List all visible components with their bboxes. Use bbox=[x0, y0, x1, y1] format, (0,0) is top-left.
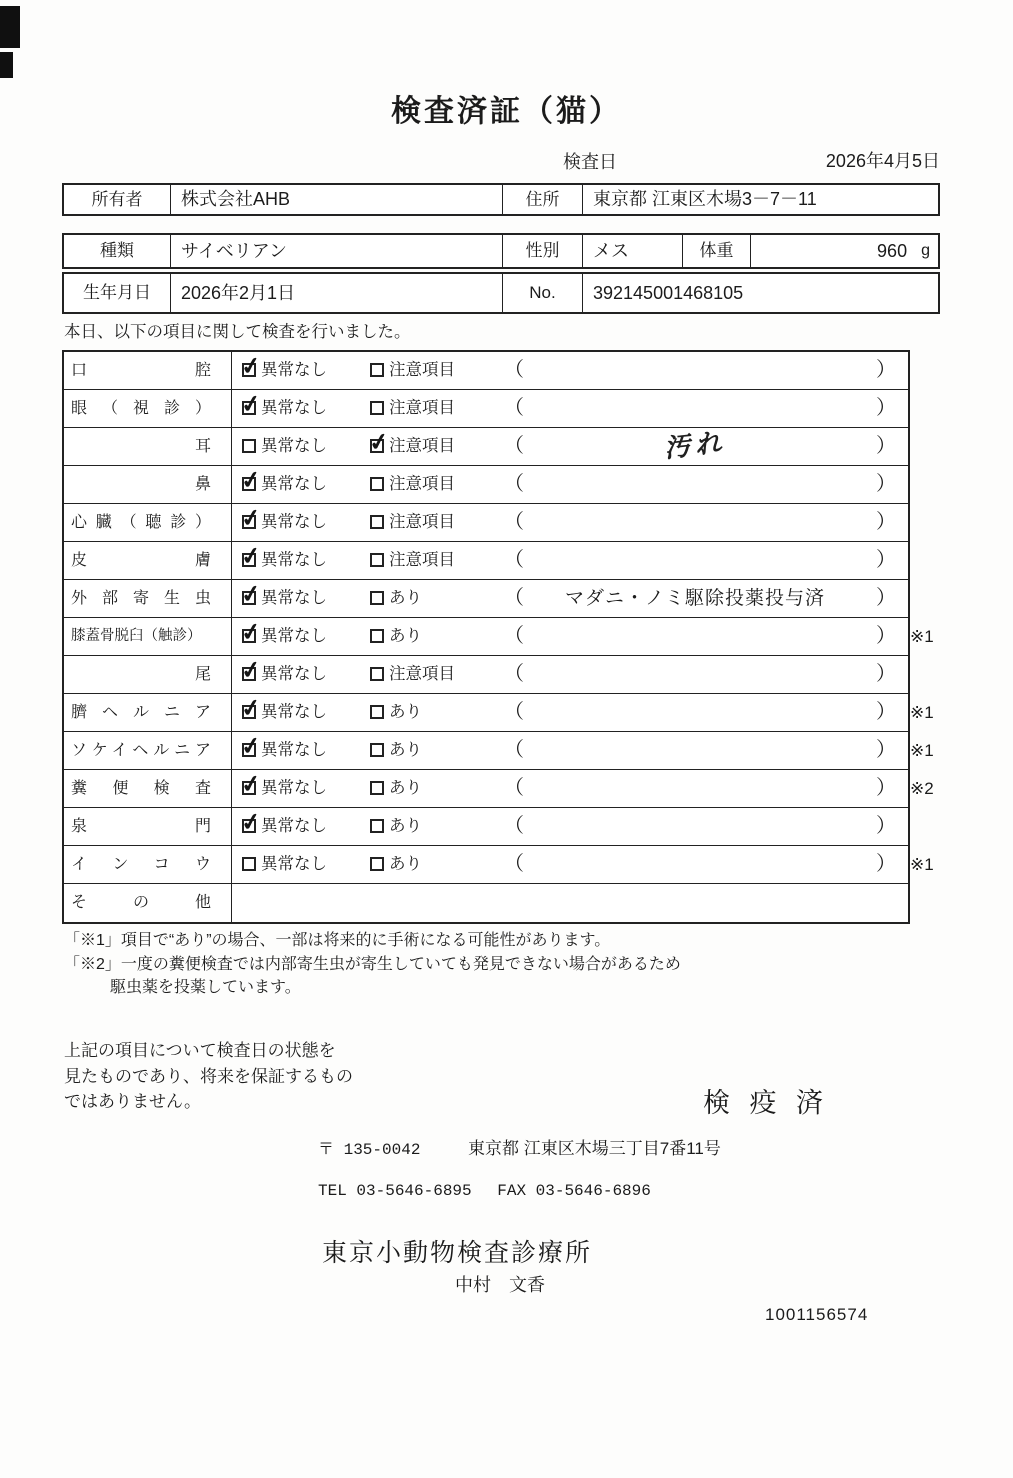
paren-close: ） bbox=[876, 701, 896, 723]
paren-open: （ bbox=[504, 435, 524, 457]
no-abnormality-label: 異常なし bbox=[261, 589, 327, 607]
footnote-mark: ※2 bbox=[910, 779, 934, 798]
caution-checkbox bbox=[370, 401, 384, 415]
exam-item-name: 鼻 bbox=[64, 466, 232, 503]
exam-item-name: 口腔 bbox=[64, 352, 232, 389]
paren-open: （ bbox=[504, 739, 524, 761]
no-abnormality-label: 異常なし bbox=[261, 741, 327, 759]
paren-open: （ bbox=[504, 701, 524, 723]
page-title: 検査済証（猫） bbox=[391, 95, 622, 128]
exam-row-skin bbox=[64, 542, 908, 580]
owner-value: 株式会社AHB bbox=[170, 185, 502, 214]
no-abnormality-checkbox bbox=[242, 781, 256, 795]
caution-label: 注意項目 bbox=[389, 399, 455, 417]
disclaimer-line-2: 見たものであり、将来を保証するもの bbox=[64, 1066, 353, 1086]
exam-item-name: 泉門 bbox=[64, 808, 232, 845]
present-label: あり bbox=[389, 741, 422, 759]
weight-value: 960 bbox=[877, 241, 908, 261]
present-checkbox bbox=[370, 819, 384, 833]
paren-close: ） bbox=[876, 435, 896, 457]
exam-row-fecal-exam bbox=[64, 770, 934, 808]
address-value: 東京都 江東区木場3－7－11 bbox=[582, 185, 938, 214]
footnote-mark: ※1 bbox=[910, 703, 934, 722]
footnote-mark: ※1 bbox=[910, 627, 934, 646]
disclaimer bbox=[64, 1038, 353, 1115]
no-abnormality-label: 異常なし bbox=[261, 779, 327, 797]
paren-open: （ bbox=[504, 663, 524, 685]
no-abnormality-label: 異常なし bbox=[261, 551, 327, 569]
footnote-2: 「※2」一度の糞便検査では内部寄生虫が寄生していても発見できない場合があるため bbox=[64, 955, 681, 973]
weight-unit: g bbox=[921, 242, 930, 259]
paren-close: ） bbox=[876, 663, 896, 685]
exam-item-name: 膝蓋骨脱臼（触診） bbox=[64, 618, 232, 655]
caution-label: 注意項目 bbox=[389, 665, 455, 683]
no-abnormality-checkbox bbox=[242, 819, 256, 833]
exam-row-oral bbox=[64, 352, 908, 390]
paren-open: （ bbox=[504, 815, 524, 837]
birthdate-label: 生年月日 bbox=[83, 283, 151, 302]
no-abnormality-label: 異常なし bbox=[261, 665, 327, 683]
present-label: あり bbox=[389, 589, 422, 607]
no-abnormality-checkbox bbox=[242, 553, 256, 567]
caution-label: 注意項目 bbox=[389, 361, 455, 379]
exam-item-name: 尾 bbox=[64, 656, 232, 693]
present-label: あり bbox=[389, 703, 422, 721]
clinic-name: 東京小動物検査診療所 bbox=[322, 1239, 593, 1267]
caution-label: 注意項目 bbox=[389, 475, 455, 493]
present-checkbox bbox=[370, 743, 384, 757]
weight-cell bbox=[750, 235, 938, 267]
no-abnormality-checkbox bbox=[242, 743, 256, 757]
no-value: 392145001468105 bbox=[582, 274, 938, 312]
paren-close: ） bbox=[876, 853, 896, 875]
owner-label: 所有者 bbox=[91, 190, 143, 209]
no-abnormality-label: 異常なし bbox=[261, 855, 327, 873]
paren-open: （ bbox=[504, 625, 524, 647]
sex-value: メス bbox=[582, 235, 682, 267]
note-text: マダニ・ノミ駆除投薬投与済 bbox=[564, 588, 825, 609]
present-label: あり bbox=[389, 855, 422, 873]
no-abnormality-checkbox bbox=[242, 591, 256, 605]
caution-checkbox bbox=[370, 515, 384, 529]
present-checkbox bbox=[370, 705, 384, 719]
paren-close: ） bbox=[876, 397, 896, 419]
no-abnormality-checkbox bbox=[242, 629, 256, 643]
footnote-2-continued: 駆虫薬を投薬しています。 bbox=[110, 979, 301, 996]
no-abnormality-checkbox bbox=[242, 477, 256, 491]
present-label: あり bbox=[389, 627, 422, 645]
disclaimer-line-1: 上記の項目について検査日の状態を bbox=[64, 1041, 336, 1060]
exam-row-external-parasites bbox=[64, 580, 908, 618]
caution-checkbox bbox=[370, 667, 384, 681]
exam-row-inkou bbox=[64, 846, 934, 884]
exam-item-name: 心臓（聴診） bbox=[64, 504, 232, 541]
no-abnormality-label: 異常なし bbox=[261, 817, 327, 835]
footnote-mark: ※1 bbox=[910, 855, 934, 874]
postal-code: 〒 135-0042 bbox=[318, 1141, 421, 1159]
no-abnormality-checkbox bbox=[242, 363, 256, 377]
no-abnormality-label: 異常なし bbox=[261, 627, 327, 645]
breed-label: 種類 bbox=[100, 241, 134, 260]
caution-label: 注意項目 bbox=[389, 437, 455, 455]
inspection-date-value: 2026年4月5日 bbox=[825, 151, 940, 171]
exam-row-fontanelle bbox=[64, 808, 908, 846]
serial-number: 1001156574 bbox=[765, 1305, 869, 1324]
no-abnormality-checkbox bbox=[242, 857, 256, 871]
no-abnormality-label: 異常なし bbox=[261, 475, 327, 493]
scan-artifact bbox=[0, 6, 20, 48]
footnote-mark: ※1 bbox=[910, 741, 934, 760]
exam-item-name: 耳 bbox=[64, 428, 232, 465]
caution-checkbox bbox=[370, 477, 384, 491]
birthdate-value: 2026年2月1日 bbox=[170, 274, 502, 312]
no-label: No. bbox=[502, 274, 582, 312]
caution-label: 注意項目 bbox=[389, 551, 455, 569]
present-checkbox bbox=[370, 857, 384, 871]
exam-item-name: 臍ヘルニア bbox=[64, 694, 232, 731]
exam-item-name: ソケイヘルニア bbox=[64, 732, 232, 769]
caution-checkbox bbox=[370, 553, 384, 567]
paren-open: （ bbox=[504, 777, 524, 799]
scan-artifact bbox=[0, 52, 13, 78]
exam-row-inguinal-hernia bbox=[64, 732, 934, 770]
paren-open: （ bbox=[504, 587, 524, 609]
present-label: あり bbox=[389, 779, 422, 797]
clinic-fax: FAX 03-5646-6896 bbox=[497, 1182, 651, 1200]
paren-close: ） bbox=[876, 511, 896, 533]
exam-row-ears bbox=[64, 428, 908, 466]
no-abnormality-label: 異常なし bbox=[261, 361, 327, 379]
paren-close: ） bbox=[876, 473, 896, 495]
exam-item-name: 眼（視診） bbox=[64, 390, 232, 427]
breed-table bbox=[62, 233, 940, 269]
no-abnormality-checkbox bbox=[242, 401, 256, 415]
present-label: あり bbox=[389, 817, 422, 835]
inspection-date-label: 検査日 bbox=[563, 152, 617, 172]
paren-close: ） bbox=[876, 739, 896, 761]
exam-item-name: 皮膚 bbox=[64, 542, 232, 579]
no-abnormality-label: 異常なし bbox=[261, 703, 327, 721]
paren-open: （ bbox=[504, 473, 524, 495]
paren-close: ） bbox=[876, 777, 896, 799]
intro-text: 本日、以下の項目に関して検査を行いました。 bbox=[64, 323, 411, 341]
paren-close: ） bbox=[876, 587, 896, 609]
paren-open: （ bbox=[504, 853, 524, 875]
exam-item-name: その他 bbox=[64, 884, 232, 922]
handwritten-note: 汚れ bbox=[662, 426, 728, 464]
exam-item-name: インコウ bbox=[64, 846, 232, 883]
no-abnormality-checkbox bbox=[242, 439, 256, 453]
no-abnormality-checkbox bbox=[242, 667, 256, 681]
exam-item-name: 外部寄生虫 bbox=[64, 580, 232, 617]
paren-close: ） bbox=[876, 625, 896, 647]
paren-close: ） bbox=[876, 359, 896, 381]
present-checkbox bbox=[370, 591, 384, 605]
clinic-address-line bbox=[318, 1134, 721, 1159]
no-abnormality-checkbox bbox=[242, 705, 256, 719]
caution-label: 注意項目 bbox=[389, 513, 455, 531]
disclaimer-line-3: ではありません。 bbox=[64, 1092, 202, 1111]
quarantine-passed-stamp: 検 疫 済 bbox=[703, 1088, 830, 1118]
footnote-1: 「※1」項目で“あり”の場合、一部は将来的に手術になる可能性があります。 bbox=[64, 932, 611, 949]
exam-row-heart bbox=[64, 504, 908, 542]
no-abnormality-label: 異常なし bbox=[261, 513, 327, 531]
address-label: 住所 bbox=[502, 185, 582, 214]
no-abnormality-label: 異常なし bbox=[261, 437, 327, 455]
exam-row-umbilical-hernia bbox=[64, 694, 934, 732]
no-abnormality-label: 異常なし bbox=[261, 399, 327, 417]
paren-open: （ bbox=[504, 511, 524, 533]
caution-checkbox bbox=[370, 363, 384, 377]
weight-label: 体重 bbox=[682, 235, 750, 267]
sex-label: 性別 bbox=[502, 235, 582, 267]
no-abnormality-checkbox bbox=[242, 515, 256, 529]
present-checkbox bbox=[370, 629, 384, 643]
exam-item-name: 糞便検査 bbox=[64, 770, 232, 807]
footnotes bbox=[64, 929, 681, 1000]
birthdate-table bbox=[62, 272, 940, 314]
owner-table bbox=[62, 183, 940, 216]
clinic-phone-line bbox=[318, 1182, 651, 1200]
exam-row-other bbox=[64, 884, 908, 922]
exam-row-tail bbox=[64, 656, 908, 694]
breed-value: サイベリアン bbox=[170, 235, 502, 267]
exam-table bbox=[62, 350, 934, 924]
veterinarian-name: 中村 文香 bbox=[455, 1275, 545, 1295]
paren-open: （ bbox=[504, 397, 524, 419]
clinic-address: 東京都 江東区木場三丁目7番11号 bbox=[468, 1139, 721, 1158]
caution-checkbox bbox=[370, 439, 384, 453]
paren-open: （ bbox=[504, 359, 524, 381]
paren-close: ） bbox=[876, 815, 896, 837]
exam-row-nose bbox=[64, 466, 908, 504]
present-checkbox bbox=[370, 781, 384, 795]
paren-close: ） bbox=[876, 549, 896, 571]
clinic-tel: TEL 03-5646-6895 bbox=[318, 1182, 472, 1200]
exam-row-patella bbox=[64, 618, 934, 656]
paren-open: （ bbox=[504, 549, 524, 571]
